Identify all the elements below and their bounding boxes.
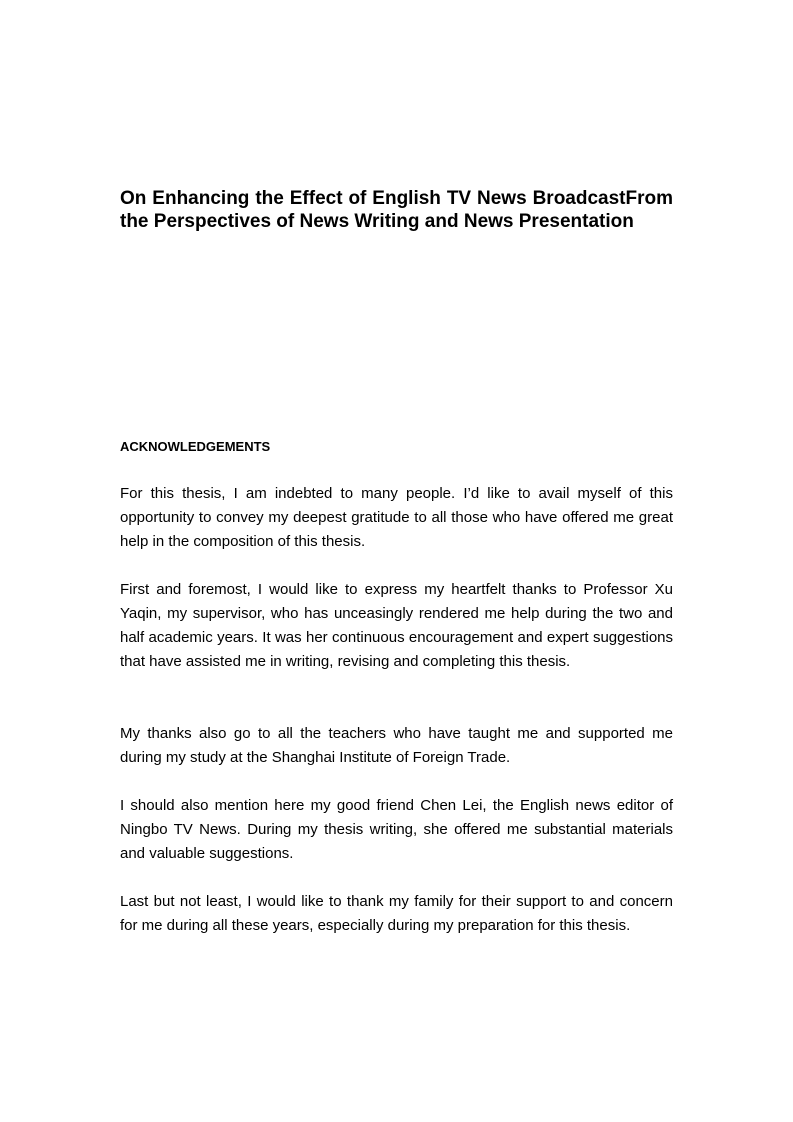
document-title: On Enhancing the Effect of English TV News BroadcastFrom the Perspectives of News Writing and News Presentation: [120, 188, 673, 232]
paragraph-3: My thanks also go to all the teachers who have taught me and supported me during my study at the Shanghai Institute of Foreign Trade.: [120, 725, 673, 766]
paragraph-5: Last but not least, I would like to thank my family for their support to and concern for me during all these years, especially during my preparation for this thesis.: [120, 893, 673, 934]
section-heading: ACKNOWLEDGEMENTS: [120, 439, 271, 454]
paragraph-4: I should also mention here my good friend Chen Lei, the English news editor of Ningbo TV News. During my thesis writing, she offered me substantial materials and valuable suggestions.: [120, 797, 673, 862]
paragraph-1: For this thesis, I am indebted to many people. I’d like to avail myself of this opportunity to convey my deepest gratitude to all those who have offered me great help in the composition of this thesis.: [120, 485, 673, 550]
paragraph-2: First and foremost, I would like to express my heartfelt thanks to Professor Xu Yaqin, my supervisor, who has unceasingly rendered me help during the two and half academic years. It was her continuous encouragement and expert suggestions that have assisted me in writing, revising and completing this thesis.: [120, 581, 673, 670]
